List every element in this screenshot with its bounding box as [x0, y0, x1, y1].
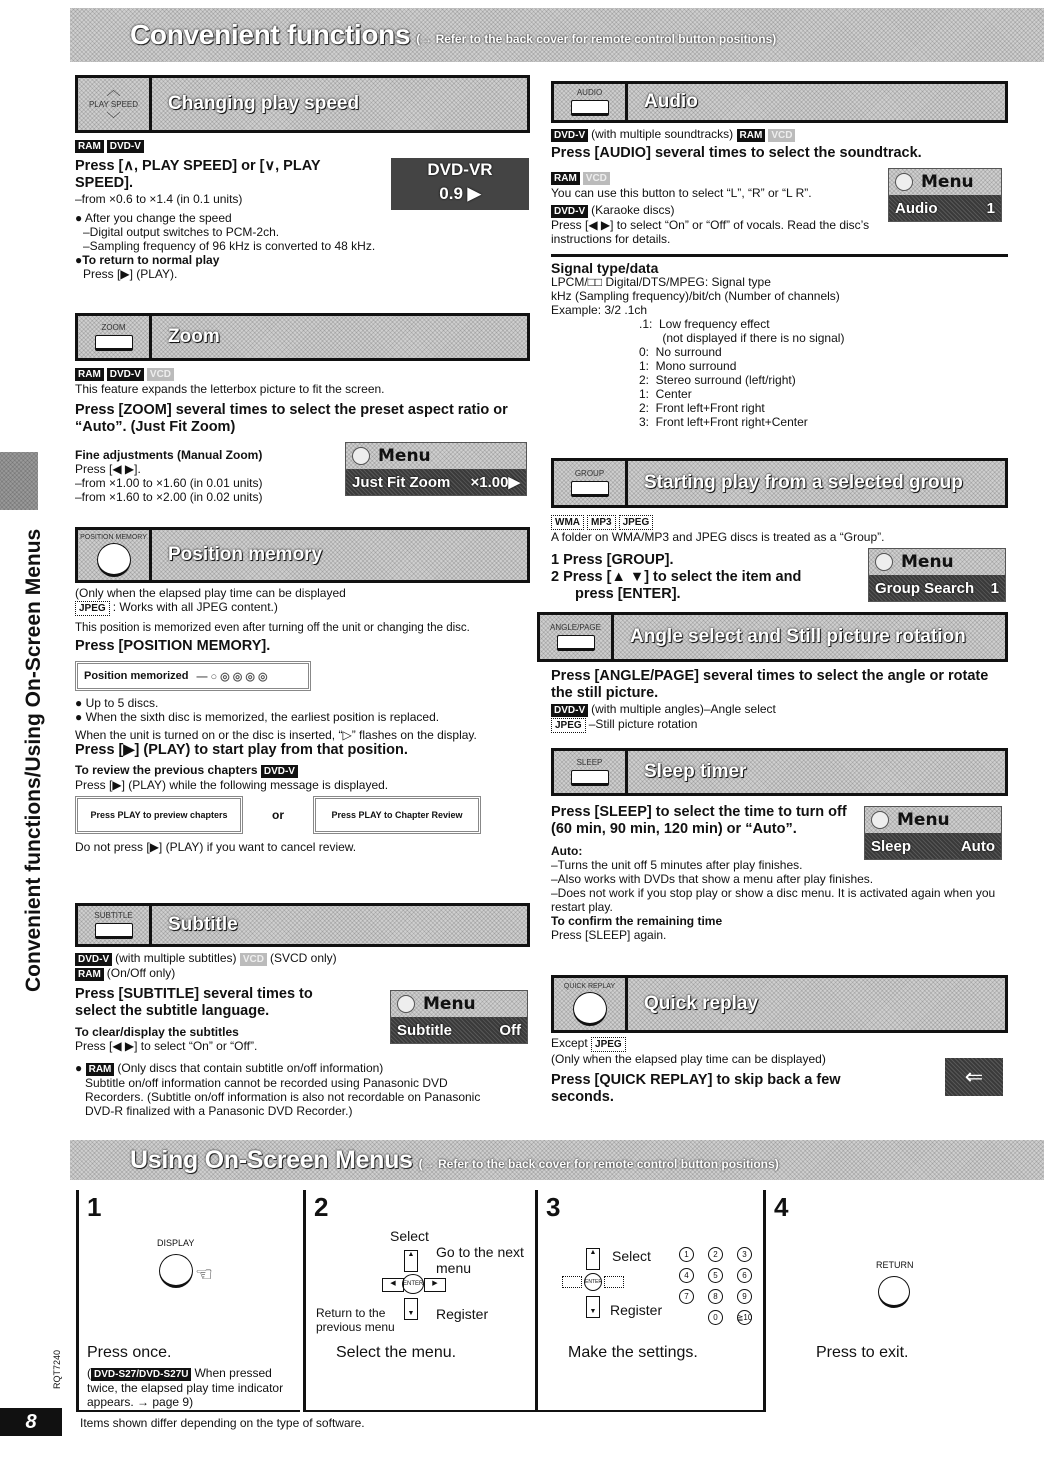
osd-value: 0.9 ▶	[439, 184, 481, 203]
button-label: GROUP	[574, 469, 605, 478]
instruction: Press [SUBTITLE] several times to select the subtitle language.	[75, 986, 313, 1019]
number-key: 7	[679, 1289, 694, 1304]
label-select: Select	[612, 1248, 651, 1264]
signal-divider	[551, 254, 1008, 429]
section-banner-convenient-functions	[70, 8, 1044, 62]
note: (with multiple angles)–Angle select	[591, 702, 776, 716]
button-label: AUDIO	[576, 88, 603, 97]
section-title: Sleep timer	[628, 751, 1005, 793]
tag-model: DVD-S27/DVD-S27U	[91, 1368, 191, 1381]
number-key: ≧10	[737, 1310, 752, 1325]
note: Press [SLEEP] again.	[551, 928, 667, 942]
zoom-button-icon	[78, 316, 152, 358]
section-title: Position memory	[152, 530, 527, 580]
menu-item: Just Fit Zoom	[352, 473, 451, 491]
instruction: Press [ZOOM] several times to select the preset aspect ratio or “Auto”. (Just Fit Zoom)	[75, 402, 508, 435]
note: You can use this button to select “L”, “R” or “L R”.	[551, 186, 812, 200]
subheading: ●To return to normal play	[75, 253, 220, 267]
tag-vcd: VCD	[240, 953, 267, 966]
description: This position is memorized even after turning off the unit or changing the disc.	[75, 622, 470, 634]
play-speed-button-icon: ︿ PLAY SPEED ﹀	[78, 78, 152, 130]
note: (with multiple subtitles)	[115, 951, 237, 965]
tag-dvdv: DVD-V	[551, 129, 588, 142]
osd-menu-group	[868, 548, 1006, 602]
label-next: Go to the next menu	[436, 1244, 524, 1276]
osd-menu-audio	[888, 168, 1002, 222]
menu-item: Group Search	[875, 579, 975, 597]
step-3	[535, 1190, 763, 1412]
number-key: 8	[708, 1289, 723, 1304]
hand-pointer-icon: ☜	[195, 1264, 213, 1286]
step-1: 1 DISPLAY ☜ Press once. ( DVD-S27/DVD-S27U When pressed twice, the elapsed play time indicator appears. → page 9)	[76, 1190, 300, 1412]
group-button-icon	[554, 461, 628, 505]
left-arrow-button-icon: ◀	[382, 1278, 404, 1292]
section-title: Starting play from a selected group	[628, 461, 1005, 505]
osd-menu-sleep	[864, 806, 1002, 860]
step-caption: Press to exit.	[816, 1344, 909, 1361]
tag-jpeg: JPEG	[75, 601, 110, 616]
disc-icon	[871, 811, 889, 829]
doc-code: RQT7240	[52, 1350, 62, 1390]
instruction: Press [∧, PLAY SPEED] or [∨, PLAY SPEED].	[75, 158, 321, 191]
tag-ram: RAM	[737, 129, 766, 142]
banner-note: (→ Refer to the back cover for remote control button positions)	[418, 1157, 779, 1171]
header-angle	[537, 612, 1008, 662]
note: –from ×1.00 to ×1.60 (in 0.01 units)	[75, 476, 263, 490]
signal-item: (not displayed if there is no signal)	[639, 331, 845, 345]
tag-jpeg: JPEG	[551, 718, 586, 733]
note: (Karaoke discs)	[591, 203, 675, 217]
section-title: Quick replay	[628, 978, 1005, 1030]
step: 1 Press [GROUP].	[551, 552, 674, 568]
step-caption: Select the menu.	[336, 1344, 457, 1361]
signal-item: .1: Low frequency effect	[639, 317, 770, 331]
tag-wma: WMA	[551, 515, 584, 530]
note: : Works with all JPEG content.)	[112, 600, 278, 614]
note: (with multiple soundtracks)	[591, 127, 734, 141]
button-label: SLEEP	[576, 758, 603, 767]
note: (SVCD only)	[269, 951, 337, 965]
menu-value: 1	[990, 579, 999, 597]
header-audio	[551, 81, 1008, 123]
side-title: Convenient functions/Using On-Screen Menus	[22, 528, 45, 992]
number-key: 9	[737, 1289, 752, 1304]
number-key: 5	[708, 1268, 723, 1283]
signal-item: 2: Front left+Front right	[639, 401, 765, 415]
side-tab-marker	[0, 452, 38, 510]
note: Press [◀ ▶].	[75, 462, 141, 476]
disc-icon	[352, 447, 370, 465]
instruction: Press [QUICK REPLAY] to skip back a few seconds.	[551, 1072, 841, 1105]
display-button-icon	[159, 1254, 193, 1288]
subheading: To review the previous chapters	[75, 763, 258, 777]
step-2	[303, 1190, 535, 1412]
header-subtitle	[75, 903, 530, 947]
button-label: POSITION MEMORY	[80, 533, 147, 541]
signal-item: 1: Mono surround	[639, 359, 737, 373]
or-text: or	[272, 808, 284, 822]
menu-label: Menu	[901, 552, 954, 572]
note: (Only discs that contain subtitle on/off information)	[117, 1061, 384, 1075]
example: Example: 3/2 .1ch	[551, 303, 648, 317]
banner-note: (→ Refer to the back cover for remote control button positions)	[416, 32, 777, 46]
subheading: To confirm the remaining time	[551, 914, 723, 928]
step-caption: Make the settings.	[568, 1344, 698, 1361]
menu-label: Menu	[921, 172, 974, 192]
audio-button-icon	[554, 84, 628, 120]
number-key: 6	[737, 1268, 752, 1283]
step-caption: Press once.	[87, 1344, 172, 1361]
menu-item: Sleep	[871, 837, 912, 855]
header-quick-replay	[551, 975, 1008, 1033]
instruction: Press [AUDIO] several times to select the soundtrack.	[551, 145, 922, 161]
left-arrow-button-icon	[562, 1276, 582, 1288]
header-sleep	[551, 748, 1008, 796]
number-key: 4	[679, 1268, 694, 1283]
tag-jpeg: JPEG	[591, 1037, 626, 1052]
return-button-icon	[878, 1276, 910, 1308]
step-note: When pressed twice, the elapsed play time indicator appears. → page 9)	[87, 1366, 284, 1409]
note: Press [◀ ▶] to select “On” or “Off” of vocals. Read the disc’s instructions for details.	[551, 218, 870, 246]
instruction: Press [SLEEP] to select the time to turn off (60 min, 90 min, 120 min) or “Auto”.	[551, 804, 847, 837]
menu-value: ×1.00▶	[470, 474, 520, 491]
note: –Digital output switches to PCM-2ch.	[83, 225, 280, 239]
menu-label: Menu	[897, 810, 950, 830]
label-select: Select	[390, 1228, 429, 1244]
note: –Does not work if you stop play or show a disc menu. It is activated again when you restart play.	[551, 886, 996, 914]
osd-position-memorized: Position memorized —○◎◎◎◎	[75, 661, 311, 691]
number-key: 1	[679, 1247, 694, 1262]
instruction: Press [▶] (PLAY) to start play from that position.	[75, 742, 408, 758]
note: (Only when the elapsed play time can be displayed)	[551, 1052, 826, 1066]
bullet: ● After you change the speed	[75, 211, 232, 225]
menu-value: 1	[986, 199, 995, 217]
section-title: Changing play speed	[152, 78, 527, 130]
up-arrow-button-icon: ▲	[404, 1250, 418, 1272]
quick-replay-osd-icon: ⇐	[945, 1058, 1003, 1096]
tag-dvdv: DVD-V	[107, 140, 144, 153]
tag-dvdv: DVD-V	[551, 704, 588, 717]
bullet: ● When the sixth disc is memorized, the earliest position is replaced.	[75, 710, 440, 724]
enter-button-icon: ENTER	[402, 1274, 424, 1294]
banner-title: Using On-Screen Menus	[130, 1145, 413, 1174]
section-banner-on-screen-menus	[70, 1140, 1044, 1180]
note: Do not press [▶] (PLAY) if you want to cancel review.	[75, 840, 357, 854]
subtitle-button-icon	[78, 906, 152, 944]
section-title: Audio	[628, 84, 1005, 120]
menu-item: Audio	[895, 199, 938, 217]
subheading: To clear/display the subtitles	[75, 1025, 239, 1039]
button-label: ZOOM	[101, 323, 126, 332]
osd-chapter-review: Press PLAY to Chapter Review	[313, 796, 481, 834]
tag-vcd: VCD	[147, 368, 174, 381]
note: kHz (Sampling frequency)/bit/ch (Number of channels)	[551, 289, 840, 303]
note: –from ×1.60 to ×2.00 (in 0.02 units)	[75, 490, 263, 504]
number-key: 0	[708, 1310, 723, 1325]
sleep-button-icon	[554, 751, 628, 793]
menu-value: Off	[499, 1021, 521, 1039]
note: (Only when the elapsed play time can be displayed	[75, 586, 346, 600]
note: –Also works with DVDs that show a menu after play finishes.	[551, 872, 874, 886]
note: Press [▶] (PLAY).	[83, 267, 178, 281]
disc-icon	[895, 173, 913, 191]
up-arrow-button-icon: ▲	[586, 1248, 600, 1270]
menu-label: Menu	[423, 994, 476, 1014]
note: Except	[551, 1036, 588, 1050]
tag-dvdv: DVD-V	[107, 368, 144, 381]
menu-value: Auto	[960, 837, 995, 855]
tag-ram: RAM	[86, 1063, 115, 1076]
angle-page-button-icon	[540, 615, 614, 659]
tag-ram: RAM	[551, 172, 580, 185]
menu-item: Subtitle	[397, 1021, 452, 1039]
step: 2 Press [▲ ▼] to select the item and	[551, 569, 802, 585]
tag-dvdv: DVD-V	[75, 953, 112, 966]
label-register: Register	[436, 1306, 489, 1322]
step-number: 2	[314, 1192, 329, 1222]
step-number: 1	[87, 1192, 102, 1222]
enter-button-icon: ENTER	[584, 1273, 602, 1291]
number-key: 2	[708, 1247, 723, 1262]
tag-ram: RAM	[75, 968, 104, 981]
description: A folder on WMA/MP3 and JPEG discs is treated as a “Group”.	[551, 530, 885, 544]
signal-item: 0: No surround	[639, 345, 722, 359]
signal-list	[551, 317, 1008, 429]
note: –Turns the unit off 5 minutes after play finishes.	[551, 858, 803, 872]
osd-menu-subtitle	[390, 990, 528, 1044]
menu-label: Menu	[378, 446, 431, 466]
header-position-memory	[75, 527, 530, 583]
header-group	[551, 458, 1008, 508]
step-number: 3	[546, 1192, 561, 1222]
note: (On/Off only)	[106, 966, 176, 980]
description: This feature expands the letterbox picture to fit the screen.	[75, 382, 385, 396]
tag-ram: RAM	[75, 368, 104, 381]
number-key: 3	[737, 1247, 752, 1262]
header-zoom	[75, 313, 530, 361]
label-register: Register	[610, 1302, 663, 1318]
header-changing-play-speed	[75, 75, 530, 133]
footer-note: Items shown differ depending on the type of software.	[80, 1416, 365, 1430]
note: LPCM/□□ Digital/DTS/MPEG: Signal type	[551, 275, 771, 289]
instruction: Press [POSITION MEMORY].	[75, 638, 271, 654]
step-4	[763, 1190, 1005, 1412]
subheading: Signal type/data	[551, 260, 659, 276]
right-arrow-button-icon	[604, 1276, 624, 1288]
tag-vcd: VCD	[583, 172, 610, 185]
tag-jpeg: JPEG	[619, 515, 654, 530]
step: press [ENTER].	[575, 586, 681, 602]
note: –Still picture rotation	[588, 717, 698, 731]
note: –Sampling frequency of 96 kHz is converted to 48 kHz.	[83, 239, 376, 253]
note: Press [▶] (PLAY) while the following message is displayed.	[75, 778, 389, 792]
section-title: Zoom	[152, 316, 527, 358]
banner-title: Convenient functions	[130, 19, 411, 50]
button-label: SUBTITLE	[94, 911, 133, 920]
osd-preview-chapters: Press PLAY to preview chapters	[75, 796, 243, 834]
right-arrow-button-icon: ▶	[424, 1278, 446, 1292]
position-memory-button-icon	[78, 530, 152, 580]
disc-icon	[397, 995, 415, 1013]
bullet: ● Up to 5 discs.	[75, 696, 159, 710]
signal-item: 3: Front left+Front right+Center	[639, 415, 808, 429]
button-label: DISPLAY	[157, 1238, 195, 1248]
instruction: Press [ANGLE/PAGE] several times to select the angle or rotate the still picture.	[551, 668, 989, 701]
signal-item: 1: Center	[639, 387, 692, 401]
osd-text: Position memorized	[84, 670, 189, 682]
button-label: QUICK REPLAY	[563, 982, 616, 990]
osd-play-speed	[391, 158, 529, 210]
note: Subtitle on/off information cannot be recorded using Panasonic DVD Recorders. (Subtitle on/off information is also not recordable on Panasonic DVD-R finalized with a Panasonic DVD Recorder.)	[85, 1076, 481, 1118]
page-number: 8	[0, 1408, 62, 1436]
tag-ram: RAM	[75, 140, 104, 153]
subheading: Fine adjustments (Manual Zoom)	[75, 448, 263, 462]
down-arrow-button-icon: ▼	[586, 1296, 600, 1318]
signal-item: 2: Stereo surround (left/right)	[639, 373, 796, 387]
subheading: Auto:	[551, 844, 583, 858]
range-text: –from ×0.6 to ×1.4 (in 0.1 units)	[75, 192, 243, 206]
tag-dvdv: DVD-V	[551, 205, 588, 218]
tag-dvdv: DVD-V	[261, 765, 298, 778]
tag-vcd: VCD	[768, 129, 795, 142]
down-arrow-button-icon: ▼	[404, 1298, 418, 1320]
tag-mp3: MP3	[587, 515, 616, 530]
section-title: Angle select and Still picture rotation	[614, 615, 1005, 659]
button-label: PLAY SPEED	[88, 99, 139, 109]
label-return: Return to the previous menu	[316, 1306, 395, 1334]
note: When the unit is turned on or the disc is inserted, “▷” flashes on the display.	[75, 728, 477, 742]
button-label: ANGLE/PAGE	[550, 623, 601, 632]
section-title: Subtitle	[152, 906, 527, 944]
note: Press [◀ ▶] to select “On” or “Off”.	[75, 1039, 258, 1053]
number-keypad	[672, 1244, 768, 1328]
step-number: 4	[774, 1192, 789, 1222]
quick-replay-button-icon	[554, 978, 628, 1030]
osd-menu-zoom	[345, 442, 527, 496]
osd-text: DVD-VR	[427, 160, 493, 179]
button-label: RETURN	[876, 1260, 914, 1270]
disc-icon	[875, 553, 893, 571]
